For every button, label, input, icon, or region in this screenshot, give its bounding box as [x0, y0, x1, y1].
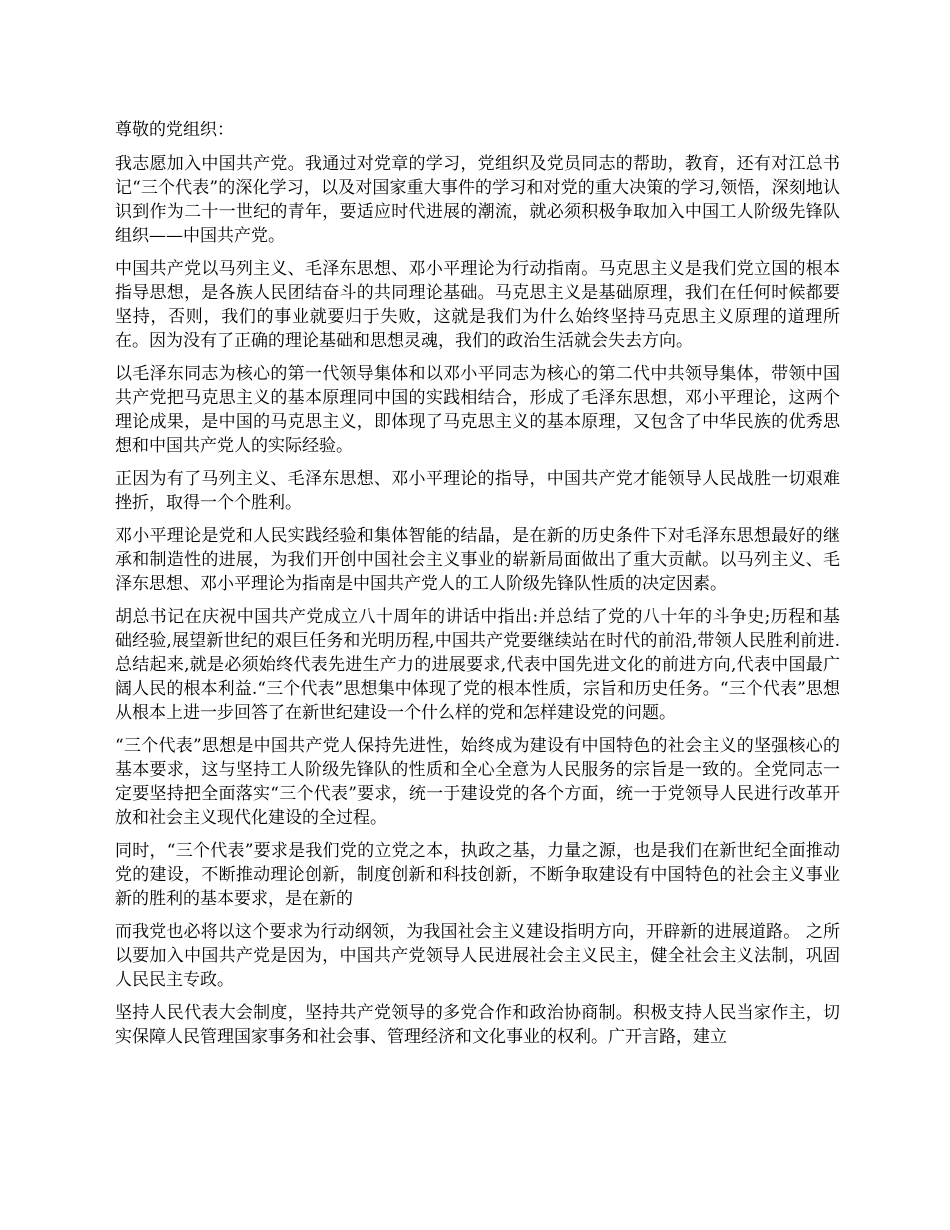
paragraph-8: 同时，“三个代表”要求是我们党的立党之本，执政之基，力量之源，也是我们在新世纪全面推动党的建设，不断推动理论创新，制度创新和科技创新，不断争取建设有中国特色的社会主义事业新的胜利的基本要求，是在新的: [115, 841, 840, 909]
paragraph-5: 邓小平理论是党和人民实践经验和集体智能的结晶，是在新的历史条件下对毛泽东思想最好的继承和制造性的进展，为我们开创中国社会主义事业的崭新局面做出了重大贡献。以马列主义、毛泽东思想、邓小平理论为指南是中国共产党人的工人阶级先锋队性质的决定因素。: [115, 526, 840, 594]
document-body: [115, 118, 840, 1058]
paragraph-1: 我志愿加入中国共产党。我通过对党章的学习，党组织及党员同志的帮助，教育，还有对江总书记“三个代表”的深化学习，以及对国家重大事件的学习和对党的重大决策的学习,领悟，深刻地认识到作为二十一世纪的青年，要适应时代进展的潮流，就必须积极争取加入中国工人阶级先锋队组织——中国共产党。: [115, 154, 840, 246]
salutation: 尊敬的党组织：: [115, 120, 234, 140]
paragraph-2: 中国共产党以马列主义、毛泽东思想、邓小平理论为行动指南。马克思主义是我们党立国的根本指导思想，是各族人民团结奋斗的共同理论基础。马克思主义是基础原理，我们在任何时候都要坚持，否则，我们的事业就要归于失败，这就是我们为什么始终坚持马克思主义原理的道理所在。因为没有了正确的理论基础和思想灵魂，我们的政治生活就会失去方向。: [115, 259, 840, 351]
paragraph-10: 坚持人民代表大会制度，坚持共产党领导的多党合作和政治协商制。积极支持人民当家作主，切实保障人民管理国家事务和社会事、管理经济和文化事业的权利。广开言路，建立: [115, 1003, 840, 1047]
paragraph-7: “三个代表”思想是中国共产党人保持先进性，始终成为建设有中国特色的社会主义的坚强核心的基本要求，这与坚持工人阶级先锋队的性质和全心全意为人民服务的宗旨是一致的。全党同志一定要坚持把全面落实“三个代表”要求，统一于建设党的各个方面，统一于党领导人民进行改革开放和社会主义现代化建设的全过程。: [115, 736, 840, 828]
paragraph-3: 以毛泽东同志为核心的第一代领导集体和以邓小平同志为核心的第二代中共领导集体，带领中国共产党把马克思主义的基本原理同中国的实践相结合，形成了毛泽东思想，邓小平理论，这两个理论成果，是中国的马克思主义，即体现了马克思主义的基本原理，又包含了中华民族的优秀思想和中国共产党人的实际经验。: [115, 364, 840, 456]
paragraph-9: 而我党也必将以这个要求为行动纲领，为我国社会主义建设指明方向，开辟新的进展道路。 之所以要加入中国共产党是因为，中国共产党领导人民进展社会主义民主，健全社会主义法制，巩固人民民主专政。: [115, 922, 840, 990]
paragraph-6: 胡总书记在庆祝中国共产党成立八十周年的讲话中指出:并总结了党的八十年的斗争史;历程和基础经验,展望新世纪的艰巨任务和光明历程,中国共产党要继续站在时代的前沿,带领人民胜利前进.总结起来,就是必须始终代表先进生产力的进展要求,代表中国先进文化的前进方向,代表中国最广阔人民的根本利益.“三个代表”思想集中体现了党的根本性质，宗旨和历史任务。“三个代表”思想从根本上进一步回答了在新世纪建设一个什么样的党和怎样建设党的问题。: [115, 607, 840, 723]
paragraph-4: 正因为有了马列主义、毛泽东思想、邓小平理论的指导，中国共产党才能领导人民战胜一切艰难挫折，取得一个个胜利。: [115, 469, 840, 513]
